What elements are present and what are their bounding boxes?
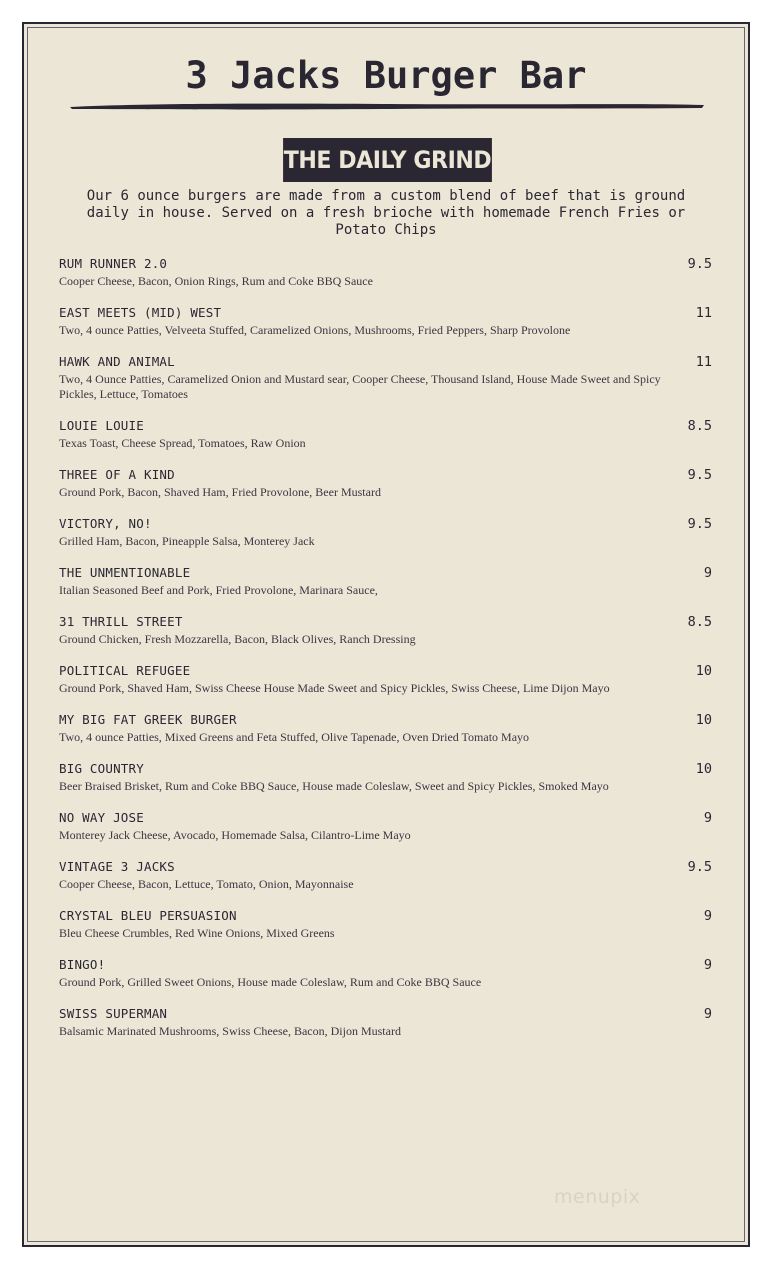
item-name: VINTAGE 3 JACKS bbox=[59, 859, 175, 874]
item-price: 9.5 bbox=[687, 859, 712, 875]
item-name: SWISS SUPERMAN bbox=[59, 1006, 168, 1021]
item-description: Ground Pork, Grilled Sweet Onions, House made Coleslaw, Rum and Coke BBQ Sauce bbox=[59, 975, 482, 989]
menu-item bbox=[59, 908, 712, 957]
menu-item bbox=[59, 565, 712, 614]
item-price: 9 bbox=[703, 1006, 712, 1022]
item-price: 8.5 bbox=[687, 614, 712, 630]
item-description: Cooper Cheese, Bacon, Lettuce, Tomato, Onion, Mayonnaise bbox=[59, 877, 354, 891]
menu-item bbox=[59, 957, 712, 1006]
item-price: 10 bbox=[695, 761, 712, 777]
menu-item bbox=[59, 256, 712, 305]
item-name: BIG COUNTRY bbox=[59, 761, 144, 776]
item-name: THE UNMENTIONABLE bbox=[59, 565, 191, 580]
item-price: 9.5 bbox=[687, 516, 712, 532]
item-description: Two, 4 ounce Patties, Velveeta Stuffed, Caramelized Onions, Mushrooms, Fried Peppers, Sharp Provolone bbox=[59, 323, 571, 337]
menu-item bbox=[59, 712, 712, 761]
item-name: RUM RUNNER 2.0 bbox=[59, 256, 168, 271]
menu-item bbox=[59, 761, 712, 810]
item-name: THREE OF A KIND bbox=[59, 467, 175, 482]
menu-paper bbox=[22, 22, 750, 1247]
item-description: Ground Pork, Shaved Ham, Swiss Cheese House Made Sweet and Spicy Pickles, Swiss Cheese, Lime Dijon Mayo bbox=[59, 681, 610, 695]
item-name: NO WAY JOSE bbox=[59, 810, 144, 825]
item-description: Grilled Ham, Bacon, Pineapple Salsa, Monterey Jack bbox=[59, 534, 315, 548]
item-name: POLITICAL REFUGEE bbox=[59, 663, 191, 678]
restaurant-title: 3 Jacks Burger Bar bbox=[185, 54, 587, 97]
brush-stroke-divider bbox=[70, 100, 704, 112]
item-description: Monterey Jack Cheese, Avocado, Homemade Salsa, Cilantro-Lime Mayo bbox=[59, 828, 411, 842]
menupix-watermark: menupix bbox=[554, 1186, 641, 1208]
section-badge: THE DAILY GRIND bbox=[283, 138, 492, 182]
item-price: 9.5 bbox=[687, 467, 712, 483]
item-price: 11 bbox=[695, 305, 712, 321]
item-price: 8.5 bbox=[687, 418, 712, 434]
item-name: EAST MEETS (MID) WEST bbox=[59, 305, 222, 320]
item-name: HAWK AND ANIMAL bbox=[59, 354, 175, 369]
item-name: BINGO! bbox=[59, 957, 106, 972]
intro-text: Our 6 ounce burgers are made from a custom blend of beef that is ground daily in house. Served on a fresh brioche with homemade French Fries or Potato Chips bbox=[86, 188, 686, 238]
item-price: 9 bbox=[703, 810, 712, 826]
menu-item bbox=[59, 1006, 712, 1055]
item-name: CRYSTAL BLEU PERSUASION bbox=[59, 908, 237, 923]
item-price: 9 bbox=[703, 908, 712, 924]
item-name: 31 THRILL STREET bbox=[59, 614, 183, 629]
item-description: Balsamic Marinated Mushrooms, Swiss Cheese, Bacon, Dijon Mustard bbox=[59, 1024, 401, 1038]
item-description: Beer Braised Brisket, Rum and Coke BBQ Sauce, House made Coleslaw, Sweet and Spicy Pickles, Smoked Mayo bbox=[59, 779, 609, 793]
menu-item bbox=[59, 354, 712, 418]
item-name: VICTORY, NO! bbox=[59, 516, 152, 531]
menu-item bbox=[59, 859, 712, 908]
menu-item bbox=[59, 810, 712, 859]
item-name: MY BIG FAT GREEK BURGER bbox=[59, 712, 237, 727]
item-description: Two, 4 Ounce Patties, Caramelized Onion and Mustard sear, Cooper Cheese, Thousand Island, House Made Sweet and Spicy Pickles, Lettuce, Tomatoes bbox=[59, 372, 661, 401]
item-description: Two, 4 ounce Patties, Mixed Greens and Feta Stuffed, Olive Tapenade, Oven Dried Tomato Mayo bbox=[59, 730, 530, 744]
item-description: Ground Pork, Bacon, Shaved Ham, Fried Provolone, Beer Mustard bbox=[59, 485, 381, 499]
menu-item bbox=[59, 418, 712, 467]
item-description: Bleu Cheese Crumbles, Red Wine Onions, Mixed Greens bbox=[59, 926, 335, 940]
menu-item bbox=[59, 467, 712, 516]
item-description: Texas Toast, Cheese Spread, Tomatoes, Raw Onion bbox=[59, 436, 306, 450]
item-description: Ground Chicken, Fresh Mozzarella, Bacon, Black Olives, Ranch Dressing bbox=[59, 632, 416, 646]
menu-item bbox=[59, 663, 712, 712]
item-description: Italian Seasoned Beef and Pork, Fried Provolone, Marinara Sauce, bbox=[59, 583, 378, 597]
item-price: 11 bbox=[695, 354, 712, 370]
item-price: 9 bbox=[703, 957, 712, 973]
menu-item bbox=[59, 305, 712, 354]
item-name: LOUIE LOUIE bbox=[59, 418, 144, 433]
menu-item bbox=[59, 516, 712, 565]
menu-item bbox=[59, 614, 712, 663]
item-price: 10 bbox=[695, 663, 712, 679]
item-description: Cooper Cheese, Bacon, Onion Rings, Rum and Coke BBQ Sauce bbox=[59, 274, 373, 288]
item-price: 9 bbox=[703, 565, 712, 581]
item-price: 10 bbox=[695, 712, 712, 728]
menu-list bbox=[59, 256, 712, 1055]
item-price: 9.5 bbox=[687, 256, 712, 272]
